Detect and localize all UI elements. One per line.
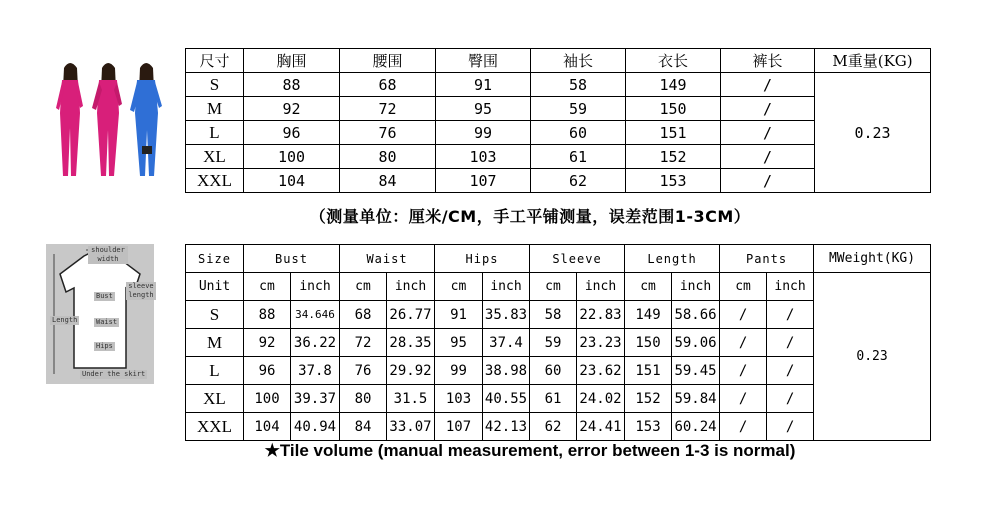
table-cell: / — [720, 357, 767, 385]
table-cell: 153 — [625, 413, 672, 441]
size-cell: XXL — [186, 413, 244, 441]
table-cell: 91 — [436, 73, 531, 97]
diagram-label-hips: Hips — [96, 342, 113, 350]
table-cell: / — [721, 145, 815, 169]
table-cell: 61 — [531, 145, 626, 169]
table-cell: 152 — [626, 145, 721, 169]
table-cell: 26.77 — [387, 301, 435, 329]
unit-cell: inch — [672, 273, 720, 301]
table-cell: 59.84 — [672, 385, 720, 413]
table-cell: 22.83 — [577, 301, 625, 329]
table-cell: 34.646 — [291, 301, 340, 329]
table-cell: 36.22 — [291, 329, 340, 357]
table-cell: / — [720, 385, 767, 413]
table-cell: 40.94 — [291, 413, 340, 441]
unit-cell: cm — [530, 273, 577, 301]
garment-diagram — [46, 244, 154, 384]
diagram-label-sleeve: sleeve length — [126, 282, 156, 300]
table-header-row — [186, 245, 931, 273]
unit-cell: inch — [387, 273, 435, 301]
table-cell: 37.4 — [483, 329, 530, 357]
table-cell: / — [767, 329, 814, 357]
table-cell: 149 — [625, 301, 672, 329]
table-cell: 100 — [244, 385, 291, 413]
size-cell: M — [186, 329, 244, 357]
header-length: 衣长 — [626, 49, 721, 73]
table-row — [186, 73, 931, 97]
table-cell: / — [721, 97, 815, 121]
size-cell: M — [186, 97, 244, 121]
unit-cell: cm — [720, 273, 767, 301]
header-waist: 腰围 — [340, 49, 436, 73]
table-cell: 24.41 — [577, 413, 625, 441]
diagram-label-shoulder: shoulder width — [88, 246, 128, 264]
table-cell: 42.13 — [483, 413, 530, 441]
table-cell: 80 — [340, 385, 387, 413]
size-cell: L — [186, 121, 244, 145]
size-cell: XL — [186, 145, 244, 169]
table-cell: 58.66 — [672, 301, 720, 329]
table-cell: 92 — [244, 329, 291, 357]
table-cell: 153 — [626, 169, 721, 193]
table-cell: 76 — [340, 357, 387, 385]
product-photo — [50, 58, 168, 184]
table-cell: 84 — [340, 169, 436, 193]
size-cell: L — [186, 357, 244, 385]
table-cell: 68 — [340, 73, 436, 97]
header-weight: MWeight(KG) — [814, 245, 931, 273]
table-cell: / — [720, 301, 767, 329]
table-cell: 29.92 — [387, 357, 435, 385]
unit-cell: cm — [435, 273, 483, 301]
table-cell: / — [721, 121, 815, 145]
table-cell: 37.8 — [291, 357, 340, 385]
table-cell: / — [721, 73, 815, 97]
unit-cell: inch — [767, 273, 814, 301]
weight-value: 0.23 — [815, 73, 931, 193]
size-cell: S — [186, 73, 244, 97]
table-cell: 59 — [530, 329, 577, 357]
unit-cell: inch — [483, 273, 530, 301]
table-cell: 28.35 — [387, 329, 435, 357]
table-cell: 58 — [530, 301, 577, 329]
table-cell: 99 — [435, 357, 483, 385]
header-length: Length — [625, 245, 720, 273]
header-bust: 胸围 — [244, 49, 340, 73]
table-cell: 60 — [530, 357, 577, 385]
header-weight: M重量(KG) — [815, 49, 931, 73]
size-table-cn — [185, 48, 931, 193]
table-cell: 96 — [244, 121, 340, 145]
header-size: Size — [186, 245, 244, 273]
header-hips: 臀围 — [436, 49, 531, 73]
table-cell: 59 — [531, 97, 626, 121]
table-cell: / — [720, 329, 767, 357]
table-cell: 40.55 — [483, 385, 530, 413]
table-cell: 62 — [531, 169, 626, 193]
size-cell: XL — [186, 385, 244, 413]
table-cell: 80 — [340, 145, 436, 169]
table-cell: 39.37 — [291, 385, 340, 413]
header-size: 尺寸 — [186, 49, 244, 73]
table-cell: 72 — [340, 97, 436, 121]
table-cell: 150 — [626, 97, 721, 121]
header-hips: Hips — [435, 245, 530, 273]
table-cell: 107 — [436, 169, 531, 193]
table-cell: 38.98 — [483, 357, 530, 385]
table-cell: 100 — [244, 145, 340, 169]
table-cell: 150 — [625, 329, 672, 357]
unit-cell: inch — [577, 273, 625, 301]
unit-cell: inch — [291, 273, 340, 301]
diagram-label-bust: Bust — [96, 292, 113, 300]
table-cell: 88 — [244, 73, 340, 97]
table-cell: / — [767, 357, 814, 385]
header-pants: Pants — [720, 245, 814, 273]
table-cell: 104 — [244, 169, 340, 193]
size-cell: S — [186, 301, 244, 329]
table-cell: 96 — [244, 357, 291, 385]
diagram-label-hem: Under the skirt — [82, 370, 146, 378]
table-cell: 151 — [626, 121, 721, 145]
table-cell: 95 — [435, 329, 483, 357]
weight-value: 0.23 — [814, 273, 931, 441]
table-header-row — [186, 49, 931, 73]
table-cell: 61 — [530, 385, 577, 413]
header-sleeve: Sleeve — [530, 245, 625, 273]
table-cell: 59.06 — [672, 329, 720, 357]
measurement-note-en: ★Tile volume (manual measurement, error between 1-3 is normal) — [264, 441, 796, 460]
table-cell: 149 — [626, 73, 721, 97]
table-cell: 60.24 — [672, 413, 720, 441]
table-cell: 91 — [435, 301, 483, 329]
header-bust: Bust — [244, 245, 340, 273]
table-cell: 23.62 — [577, 357, 625, 385]
table-cell: 31.5 — [387, 385, 435, 413]
size-cell: XXL — [186, 169, 244, 193]
table-cell: 103 — [436, 145, 531, 169]
table-cell: 104 — [244, 413, 291, 441]
table-cell: 151 — [625, 357, 672, 385]
table-cell: 35.83 — [483, 301, 530, 329]
table-cell: 99 — [436, 121, 531, 145]
unit-cell: cm — [244, 273, 291, 301]
header-waist: Waist — [340, 245, 435, 273]
size-table-en — [185, 244, 931, 441]
table-cell: 23.23 — [577, 329, 625, 357]
header-sleeve: 袖长 — [531, 49, 626, 73]
table-cell: 103 — [435, 385, 483, 413]
diagram-label-waist: Waist — [96, 318, 118, 326]
table-cell: 59.45 — [672, 357, 720, 385]
table-cell: 152 — [625, 385, 672, 413]
measurement-note-cn: （测量单位：厘米/CM，手工平铺测量，误差范围1-3CM） — [309, 207, 751, 226]
unit-cell: cm — [340, 273, 387, 301]
table-cell: / — [767, 385, 814, 413]
unit-row — [186, 273, 931, 301]
table-cell: 24.02 — [577, 385, 625, 413]
table-cell: / — [767, 301, 814, 329]
table-cell: 60 — [531, 121, 626, 145]
header-pants: 裤长 — [721, 49, 815, 73]
diagram-label-length: Length — [52, 316, 78, 324]
table-cell: 107 — [435, 413, 483, 441]
table-cell: 33.07 — [387, 413, 435, 441]
unit-label: Unit — [186, 273, 244, 301]
table-cell: 84 — [340, 413, 387, 441]
table-cell: 62 — [530, 413, 577, 441]
table-cell: 76 — [340, 121, 436, 145]
table-cell: 92 — [244, 97, 340, 121]
table-cell: / — [721, 169, 815, 193]
table-cell: 95 — [436, 97, 531, 121]
table-cell: 68 — [340, 301, 387, 329]
table-cell: 72 — [340, 329, 387, 357]
table-cell: / — [767, 413, 814, 441]
table-cell: 88 — [244, 301, 291, 329]
unit-cell: cm — [625, 273, 672, 301]
table-cell: / — [720, 413, 767, 441]
table-cell: 58 — [531, 73, 626, 97]
